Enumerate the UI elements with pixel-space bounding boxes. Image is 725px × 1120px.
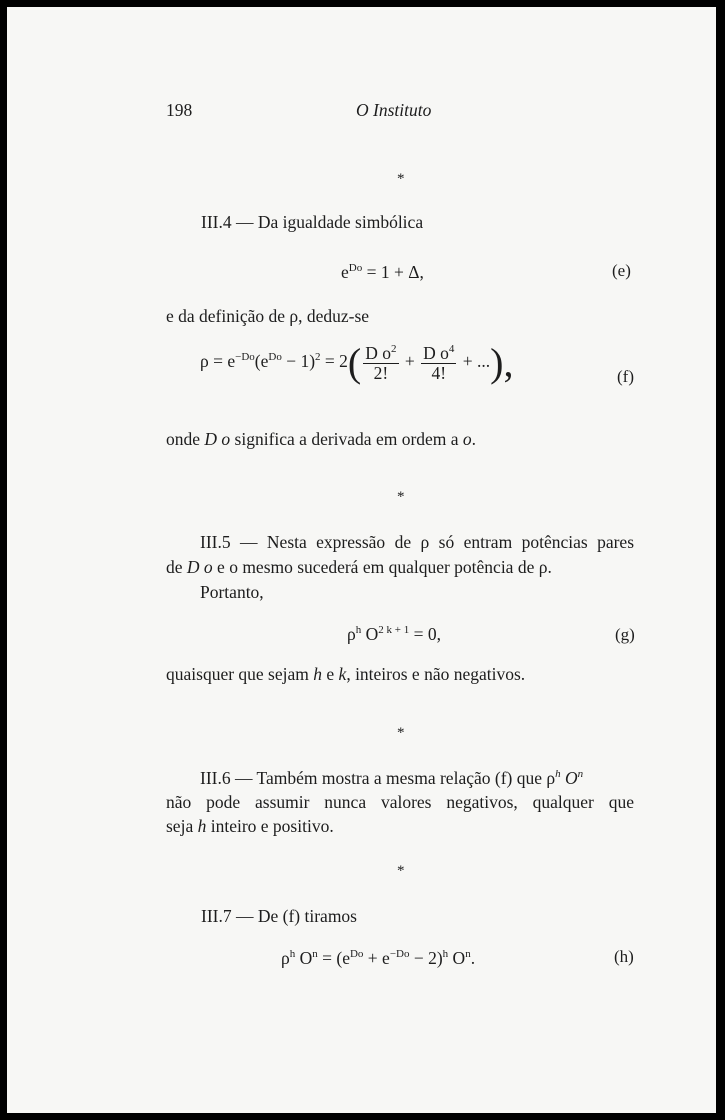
section-iii6-line3 bbox=[166, 815, 334, 837]
equation-h-O1-exp: n bbox=[312, 948, 318, 961]
section-iii4-intro: III.4 — Da igualdade simbólica bbox=[201, 212, 424, 232]
equation-e-rhs: = 1 + Δ, bbox=[362, 262, 424, 282]
equation-e-base: e bbox=[341, 262, 349, 282]
line2-pre: de bbox=[166, 557, 187, 577]
equation-g-rhs: = 0, bbox=[409, 624, 441, 644]
equation-f-two: = 2 bbox=[320, 351, 348, 372]
iii6-line3-h: h bbox=[197, 816, 207, 836]
equation-g-exp: 2 k + 1 bbox=[378, 624, 410, 637]
equation-h-O2-exp: n bbox=[465, 948, 471, 961]
running-title: O Instituto bbox=[356, 100, 432, 120]
equation-h-mid-exp2: −Do bbox=[389, 948, 410, 961]
fraction-2-num-exp: 4 bbox=[448, 342, 455, 355]
equation-h bbox=[281, 947, 475, 969]
equation-f-label: (f) bbox=[617, 367, 634, 386]
equation-h-O2: O bbox=[448, 948, 466, 968]
iii6-line1-pre: III.6 — Também mostra a mesma relação (f) que ρ bbox=[200, 768, 556, 788]
equation-e-exp: Do bbox=[348, 262, 363, 275]
g-closing-k: k bbox=[338, 664, 347, 684]
section-iii5-closing bbox=[166, 663, 525, 685]
fraction-2-num: D o bbox=[423, 342, 449, 363]
g-closing-pre: quaisquer que sejam bbox=[166, 664, 314, 684]
iii6-line1-h: h bbox=[555, 768, 561, 781]
equation-g-base: O bbox=[361, 624, 379, 644]
equation-g-label: (g) bbox=[615, 625, 635, 644]
section-separator: * bbox=[397, 863, 405, 879]
equation-h-label: (h) bbox=[614, 947, 634, 966]
equation-f-lhs: ρ = e bbox=[200, 351, 236, 372]
equation-g bbox=[347, 623, 441, 645]
iii6-line1-O: O bbox=[560, 768, 578, 788]
line2-do: D o bbox=[186, 557, 213, 577]
line2-post: e o mesmo sucederá em qualquer potência de ρ. bbox=[212, 557, 552, 577]
equation-f-mid-open: (e bbox=[254, 351, 269, 372]
section-iii5-line1 bbox=[200, 531, 634, 553]
closing-mid: significa a derivada em ordem a bbox=[230, 429, 463, 449]
equation-h-plus: + e bbox=[363, 948, 390, 968]
section-separator: * bbox=[397, 489, 405, 505]
equation-f-plus: + bbox=[404, 351, 415, 372]
equation-h-mid: = (e bbox=[317, 948, 350, 968]
fraction-1-den: 2! bbox=[373, 362, 389, 383]
section-iii6-line2 bbox=[166, 791, 634, 813]
section-iii6-line2-text: não pode assumir nunca valores negativos, qualquer que bbox=[166, 792, 634, 812]
section-iii4-text: e da definição de ρ, deduz-se bbox=[166, 306, 370, 326]
equation-h-minus: − 2) bbox=[409, 948, 443, 968]
section-iii7-intro: III.7 — De (f) tiramos bbox=[201, 906, 357, 926]
fraction-1-num-exp: 2 bbox=[391, 342, 397, 355]
equation-f-paren-open: ( bbox=[347, 340, 362, 385]
equation-f-tail: + ... bbox=[462, 351, 491, 372]
equation-h-h-exp: h bbox=[442, 948, 449, 961]
fraction-1 bbox=[363, 344, 398, 383]
section-iii4-closing bbox=[166, 428, 476, 450]
equation-f bbox=[200, 340, 514, 385]
closing-end: . bbox=[471, 429, 477, 449]
equation-h-O1: O bbox=[295, 948, 313, 968]
equation-f-paren-close: ), bbox=[490, 340, 514, 385]
section-separator: * bbox=[397, 725, 405, 741]
closing-var: o bbox=[462, 429, 472, 449]
section-iii6-line1 bbox=[200, 767, 583, 789]
book-page bbox=[7, 7, 716, 1113]
equation-e-label: (e) bbox=[612, 261, 631, 280]
g-closing-e: e bbox=[322, 664, 339, 684]
closing-do: D o bbox=[204, 429, 231, 449]
fraction-2-den: 4! bbox=[431, 362, 447, 383]
section-iii5-line1-text: III.5 — Nesta expressão de ρ só entram potências pares bbox=[200, 532, 634, 552]
fraction-1-num: D o bbox=[365, 342, 392, 363]
section-separator: * bbox=[397, 171, 405, 187]
equation-f-mid-sq: 2 bbox=[315, 351, 321, 364]
fraction-2 bbox=[421, 344, 456, 383]
g-closing-h: h bbox=[313, 664, 322, 684]
equation-h-rho-exp: h bbox=[289, 948, 296, 961]
equation-f-mid-close: − 1) bbox=[281, 351, 316, 372]
equation-f-mid-exp: Do bbox=[268, 351, 282, 364]
page-number: 198 bbox=[166, 100, 193, 120]
equation-f-lhs-exp: −Do bbox=[235, 351, 255, 364]
section-iii5-line2 bbox=[166, 556, 552, 578]
equation-g-rho: ρ bbox=[347, 624, 356, 644]
iii6-line1-n: n bbox=[577, 768, 584, 781]
equation-g-rho-exp: h bbox=[355, 624, 362, 637]
equation-e bbox=[341, 261, 424, 283]
g-closing-post: , inteiros e não negativos. bbox=[346, 664, 526, 684]
equation-h-end: . bbox=[470, 948, 476, 968]
closing-pre: onde bbox=[166, 429, 205, 449]
section-iii5-line3: Portanto, bbox=[200, 582, 264, 602]
iii6-line3-pre: seja bbox=[166, 816, 198, 836]
equation-h-rho: ρ bbox=[281, 948, 290, 968]
equation-h-mid-exp1: Do bbox=[349, 948, 364, 961]
iii6-line3-post: inteiro e positivo. bbox=[206, 816, 334, 836]
